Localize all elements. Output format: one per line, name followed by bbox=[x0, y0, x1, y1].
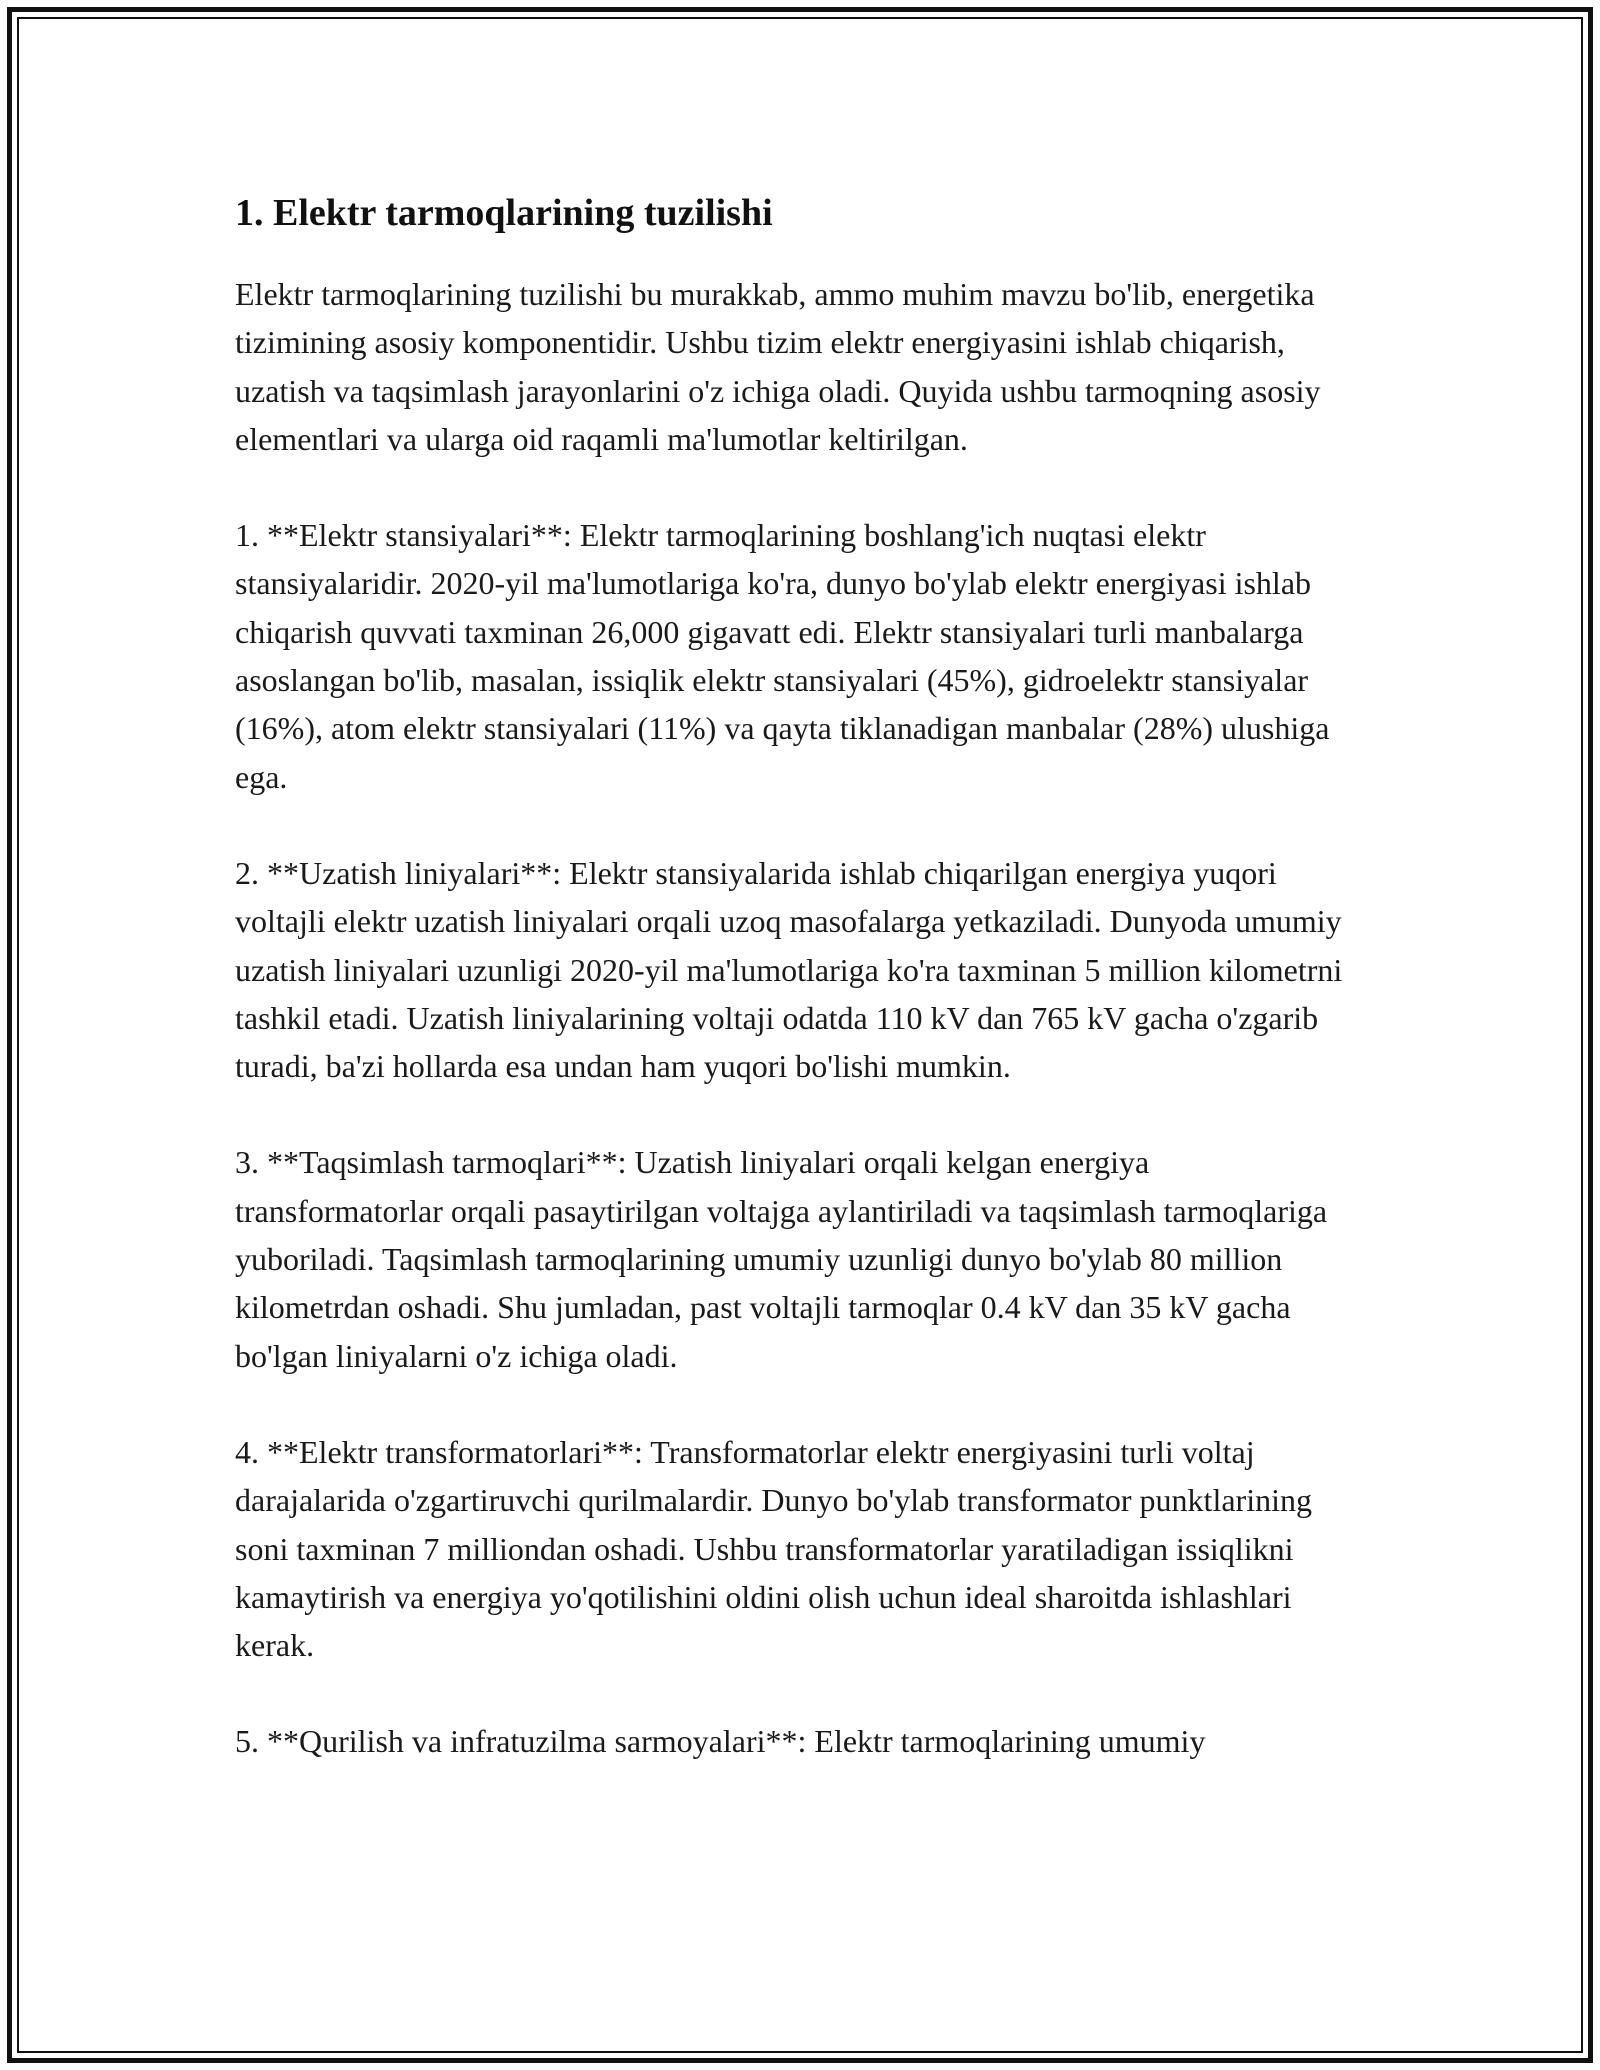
document-title: 1. Elektr tarmoqlarining tuzilishi bbox=[235, 192, 773, 234]
paragraph-distribution-networks: 3. **Taqsimlash tarmoqlari**: Uzatish liniyalari orqali kelgan energiya transformatorlar orqali pasaytirilgan voltajga aylantiriladi va taqsimlash tarmoqlariga yuboriladi. Taqsimlash tarmoqlarining umumiy uzunligi dunyo bo'ylab 80 million kilometrdan oshadi. Shu jumladan, past voltajli tarmoqlar 0.4 kV dan 35 kV gacha bo'lgan liniyalarni o'z ichiga oladi. bbox=[235, 1144, 1328, 1374]
document-body bbox=[235, 186, 1365, 1814]
paragraph-infrastructure-investments: 5. **Qurilish va infratuzilma sarmoyalari**: Elektr tarmoqlarining umumiy bbox=[235, 1723, 1206, 1760]
paragraph-power-stations: 1. **Elektr stansiyalari**: Elektr tarmoqlarining boshlang'ich nuqtasi elektr stansiyalaridir. 2020-yil ma'lumotlariga ko'ra, dunyo bo'ylab elektr energiyasi ishlab chiqarish quvvati taxminan 26,000 gigavatt edi. Elektr stansiyalari turli manbalarga asoslangan bo'lib, masalan, issiqlik elektr stansiyalari (45%), gidroelektr stansiyalar (16%), atom elektr stansiyalari (11%) va qayta tiklanadigan manbalar (28%) ulushiga ega. bbox=[235, 517, 1330, 795]
paragraph-transmission-lines: 2. **Uzatish liniyalari**: Elektr stansiyalarida ishlab chiqarilgan energiya yuqori voltajli elektr uzatish liniyalari orqali uzoq masofalarga yetkaziladi. Dunyoda umumiy uzatish liniyalari uzunligi 2020-yil ma'lumotlariga ko'ra taxminan 5 million kilometrni tashkil etadi. Uzatish liniyalarining voltaji odatda 110 kV dan 765 kV gacha o'zgarib turadi, ba'zi hollarda esa undan ham yuqori bo'lishi mumkin. bbox=[235, 854, 1343, 1085]
paragraph-transformers: 4. **Elektr transformatorlari**: Transformatorlar elektr energiyasini turli voltaj darajalarida o'zgartiruvchi qurilmalardir. Dunyo bo'ylab transformator punktlarining soni taxminan 7 milliondan oshadi. Ushbu transformatorlar yaratiladigan issiqlikni kamaytirish va energiya yo'qotilishini oldini olish uchun ideal sharoitda ishlashlari kerak. bbox=[235, 1433, 1312, 1664]
intro-paragraph: Elektr tarmoqlarining tuzilishi bu murakkab, ammo muhim mavzu bo'lib, energetika tizimining asosiy komponentidir. Ushbu tizim elektr energiyasini ishlab chiqarish, uzatish va taqsimlash jarayonlarini o'z ichiga oladi. Quyida ushbu tarmoqning asosiy elementlari va ularga oid raqamli ma'lumotlar keltirilgan. bbox=[235, 276, 1321, 457]
